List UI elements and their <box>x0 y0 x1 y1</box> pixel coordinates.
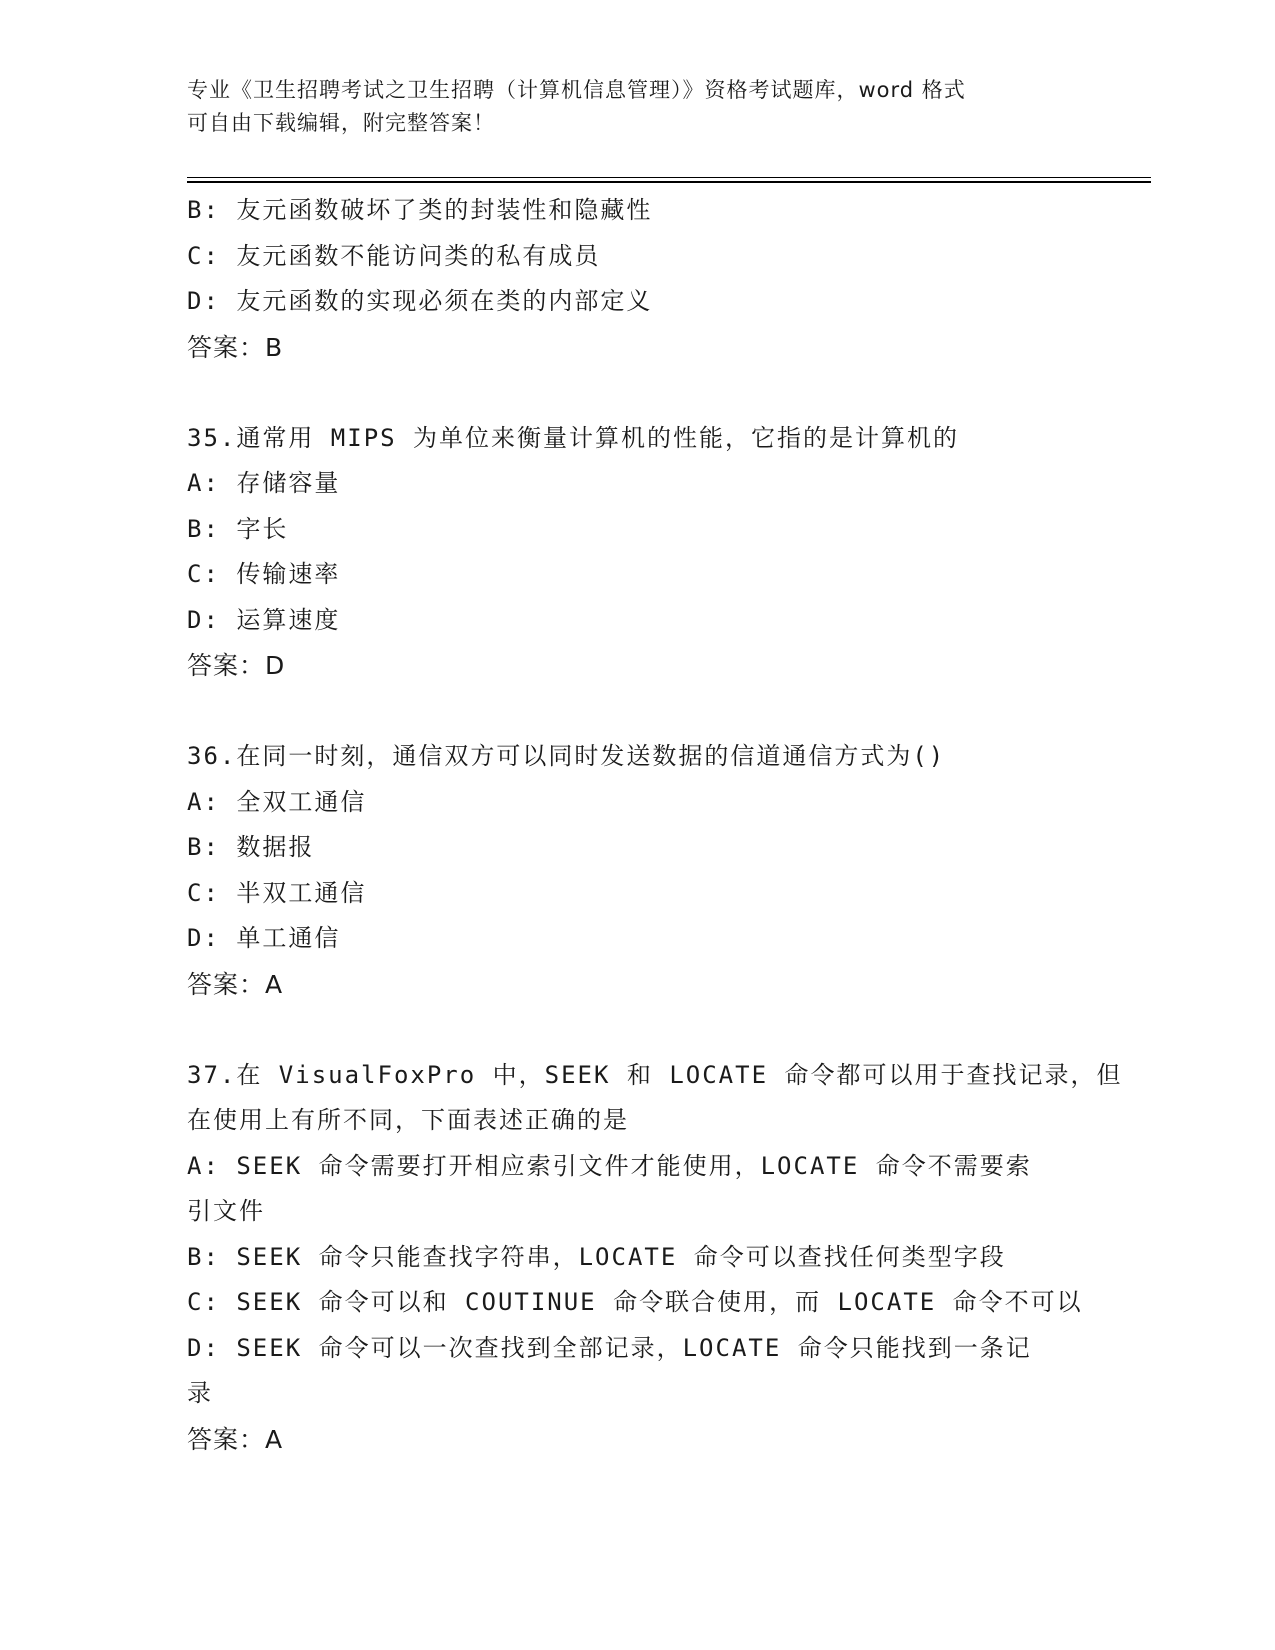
q37-question-line-2: 在使用上有所不同，下面表述正确的是 <box>187 1106 629 1134</box>
q36-option-d: D: 单工通信 <box>187 924 341 952</box>
q34-option-b: B: 友元函数破坏了类的封装性和隐藏性 <box>187 196 653 224</box>
header-line-1: 专业《卫生招聘考试之卫生招聘（计算机信息管理）》资格考试题库，word 格式 <box>187 78 966 102</box>
q37-option-b: B: SEEK 命令只能查找字符串，LOCATE 命令可以查找任何类型字段 <box>187 1242 1006 1271</box>
header-rule-thick <box>187 181 1151 183</box>
question-list <box>187 188 1123 1462</box>
q37-answer: 答案：A <box>187 1424 284 1454</box>
q36-option-a: A: 全双工通信 <box>187 787 367 816</box>
q36-option-b: B: 数据报 <box>187 833 315 861</box>
q36-question: 36.在同一时刻，通信双方可以同时发送数据的信道通信方式为() <box>187 742 946 770</box>
q37-option-d-line-1: D: SEEK 命令可以一次查找到全部记录，LOCATE 命令只能找到一条记 <box>187 1333 1032 1362</box>
header-line-2: 可自由下载编辑，附完整答案！ <box>187 111 495 135</box>
q36-answer: 答案：A <box>187 969 284 999</box>
q35-answer: 答案：D <box>187 651 286 680</box>
q35-question: 35.通常用 MIPS 为单位来衡量计算机的性能，它指的是计算机的 <box>187 423 960 452</box>
q37-option-a-line-1: A: SEEK 命令需要打开相应索引文件才能使用，LOCATE 命令不需要索 <box>187 1151 1032 1180</box>
spacer <box>187 1007 1087 1053</box>
q37-option-d-line-2: 录 <box>187 1379 213 1407</box>
q34-answer: 答案：B <box>187 332 284 362</box>
q35-option-c: C: 传输速率 <box>187 560 341 588</box>
q34-option-d: D: 友元函数的实现必须在类的内部定义 <box>187 287 653 315</box>
spacer <box>187 689 1087 735</box>
q37-option-a-line-2: 引文件 <box>187 1197 265 1225</box>
header-note <box>187 74 1067 140</box>
q34-option-c: C: 友元函数不能访问类的私有成员 <box>187 241 601 270</box>
q35-option-b: B: 字长 <box>187 514 289 543</box>
q37-question-line-1: 37.在 VisualFoxPro 中，SEEK 和 LOCATE 命令都可以用于查找记录，但 <box>187 1060 1123 1089</box>
q35-option-a: A: 存储容量 <box>187 469 341 497</box>
q37-option-c: C: SEEK 命令可以和 COUTINUE 命令联合使用，而 LOCATE 命令不可以 <box>187 1288 1083 1316</box>
q35-option-d: D: 运算速度 <box>187 605 341 634</box>
spacer <box>187 370 1087 416</box>
header-rule-thin <box>187 177 1151 178</box>
q36-option-c: C: 半双工通信 <box>187 878 367 907</box>
